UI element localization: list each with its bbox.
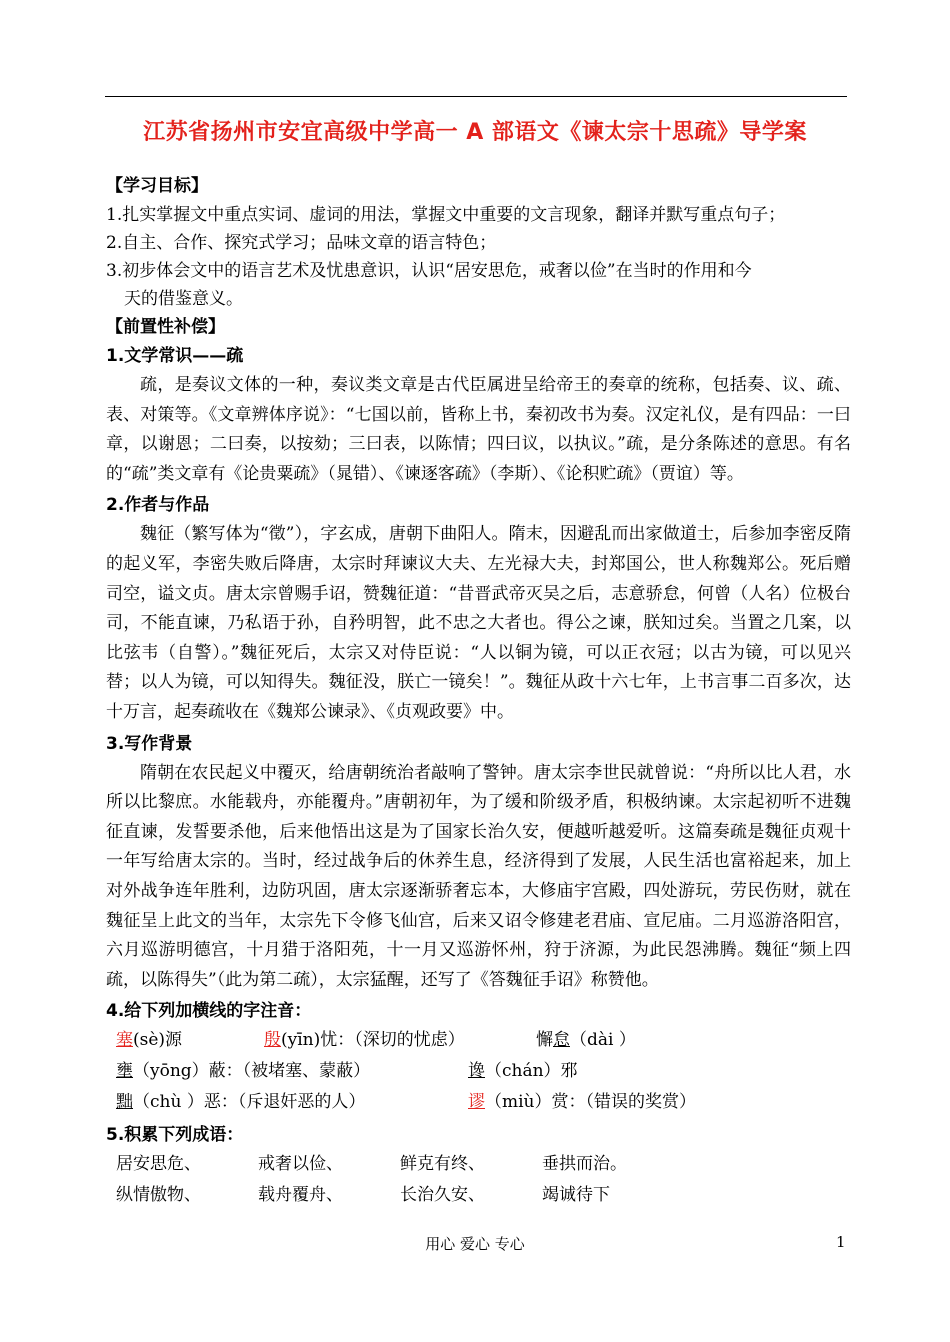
section-title: 4.给下列加横线的字注音： — [106, 1001, 312, 1022]
pinyin-row — [106, 1088, 851, 1119]
page-title: 江苏省扬州市安宜高级中学高一 A 部语文《谏太宗十思疏》导学案 — [143, 120, 807, 145]
pinyin-item: 黜（chù ）恶：（斥退奸恶的人） — [116, 1092, 366, 1113]
document-body — [106, 172, 851, 1212]
page-footer: 用心 爱心 专心 — [425, 1235, 525, 1253]
idiom: 鲜克有终、 — [400, 1154, 485, 1175]
objective-item: 1.扎实掌握文中重点实词、虚词的用法，掌握文中重要的文言现象，翻译并默写重点句子； — [106, 205, 786, 225]
idiom-row — [106, 1181, 851, 1212]
section-title: 1.文学常识——疏 — [106, 346, 244, 366]
pinyin-item: 谬（miù）赏：（错误的奖赏） — [468, 1092, 697, 1113]
pinyin-item: 懈怠（dài ） — [536, 1030, 636, 1051]
idiom: 戒奢以俭、 — [258, 1154, 343, 1175]
header-rule — [105, 96, 847, 97]
objective-item: 天的借鉴意义。 — [124, 289, 243, 309]
idiom: 垂拱而治。 — [542, 1154, 627, 1175]
preview-heading: 【前置性补偿】 — [106, 317, 225, 337]
pinyin-item: 殷(yīn)忧：（深切的忧虑） — [264, 1030, 465, 1051]
idiom: 长治久安、 — [400, 1185, 485, 1206]
section-title: 3.写作背景 — [106, 733, 193, 754]
idiom-row — [106, 1150, 851, 1181]
objective-item: 2.自主、合作、探究式学习；品味文章的语言特色； — [106, 233, 497, 253]
objective-item: 3.初步体会文中的语言艺术及忧患意识，认识“居安思危，戒奢以俭”在当时的作用和今 — [106, 261, 752, 281]
section-title: 2.作者与作品 — [106, 495, 210, 516]
pinyin-item: 谗（chán）邪 — [468, 1061, 578, 1082]
pinyin-row — [106, 1057, 851, 1088]
idiom: 载舟覆舟、 — [258, 1185, 343, 1206]
section-title: 5.积累下列成语： — [106, 1125, 244, 1146]
idiom: 居安思危、 — [116, 1154, 201, 1175]
pinyin-item: 塞(sè)源 — [116, 1030, 183, 1051]
literary-knowledge-paragraph: 疏，是奏议文体的一种，奏议类文章是古代臣属进呈给帝王的奏章的统称，包括奏、议、疏、表、对策等。《文章辨体序说》：“七国以前，皆称上书，秦初改书为奏。汉定礼仪，是有四品：一曰章，以谢恩；二曰奏，以按劾；三曰表，以陈情；四曰议，以执议。”疏，是分条陈述的意思。有名的“疏”类文章有《论贵粟疏》（晁错）、《谏逐客疏》（李斯）、《论积贮疏》（贾谊）等。 — [106, 375, 851, 484]
pinyin-item: 壅（yōng）蔽：（被堵塞、蒙蔽） — [116, 1061, 371, 1082]
page-number: 1 — [836, 1233, 846, 1251]
author-paragraph: 魏征（繁写体为“徵”），字玄成，唐朝下曲阳人。隋末，因避乱而出家做道士，后参加李密反隋的起义军，李密失败后降唐，太宗时拜谏议大夫、左光禄大夫，封郑国公，世人称魏郑公。死后赠司空，谥文贞。唐太宗曾赐手诏，赞魏征道：“昔晋武帝灭吴之后，志意骄怠，何曾（人名）位极台司，不能直谏，乃私语于孙，自矜明智，此不忠之大者也。得公之谏，朕知过矣。当置之几案，以比弦韦（自警）。”魏征死后，太宗又对侍臣说：“人以铜为镜，可以正衣冠；以古为镜，可以见兴替；以人为镜，可以知得失。魏征没，朕亡一镜矣！”。魏征从政十六七年，上书言事二百多次，达十万言，起奏疏收在《魏郑公谏录》、《贞观政要》中。 — [106, 524, 851, 722]
pinyin-row — [106, 1026, 851, 1057]
background-paragraph: 隋朝在农民起义中覆灭，给唐朝统治者敲响了警钟。唐太宗李世民就曾说：“舟所以比人君，水所以比黎庶。水能载舟，亦能覆舟。”唐朝初年，为了缓和阶级矛盾，积极纳谏。太宗起初听不进魏征直谏，发誓要杀他，后来他悟出这是为了国家长治久安，便越听越爱听。这篇奏疏是魏征贞观十一年写给唐太宗的。当时，经过战争后的休养生息，经济得到了发展，人民生活也富裕起来，加上对外战争连年胜利，边防巩固，唐太宗逐渐骄奢忘本，大修庙宇宫殿，四处游玩，劳民伤财，就在魏征呈上此文的当年，太宗先下令修飞仙宫，后来又诏令修建老君庙、宣尼庙。二月巡游洛阳宫，六月巡游明德宫，十月猎于洛阳苑，十一月又巡游怀州，狩于济源，为此民怨沸腾。魏征“频上四疏，以陈得失”（此为第二疏），太宗猛醒，还写了《答魏征手诏》称赞他。 — [106, 762, 851, 990]
idiom: 纵情傲物、 — [116, 1185, 201, 1206]
idiom: 竭诚待下 — [542, 1185, 610, 1206]
objectives-heading: 【学习目标】 — [106, 176, 208, 196]
